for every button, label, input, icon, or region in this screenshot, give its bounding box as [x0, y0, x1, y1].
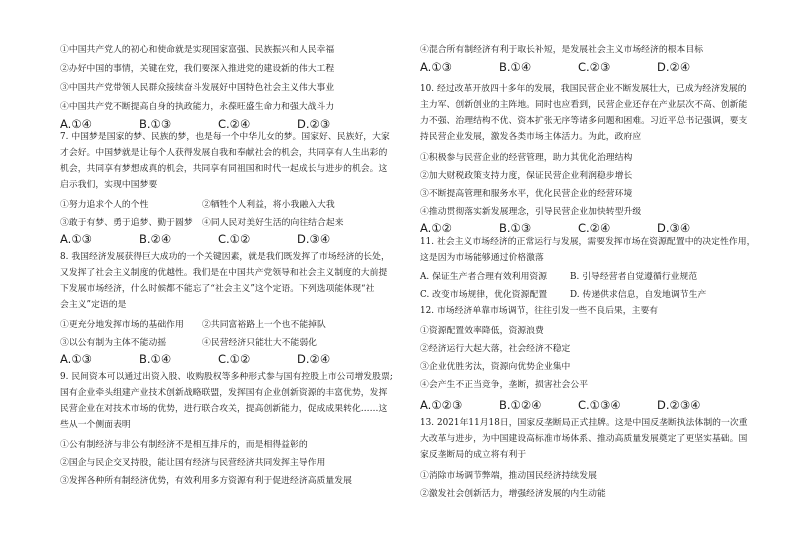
statement-item: ③发挥各种所有制经济优势，有效利用多方资源有利于促进经济高质量发展 [60, 476, 352, 486]
statement-item: ③企业优胜劣汰，资源向优势企业集中 [420, 362, 571, 372]
answer-option: A.①② [420, 221, 452, 235]
answer-option: A.①③ [60, 232, 92, 246]
statement-item: ①消除市场调节弊端，推动国民经济持续发展 [420, 471, 597, 481]
answer-option: A.①③ [420, 60, 452, 74]
statement-item: ②加大财税政策支持力度，保证民营企业利润稳步增长 [420, 171, 633, 181]
left-column [60, 0, 400, 549]
answer-option: C.①② [218, 352, 251, 366]
question-stem: 民营企业在对技术市场的优势，进行联合攻关，提高创新能力，促成成果转化……这 [60, 404, 388, 414]
question-stem: 13. 2021年11月18日，国家反垄断局正式挂牌。这是中国反垄断执法体制的一次重 [420, 418, 748, 428]
answer-option: B.①③ [499, 221, 532, 235]
statement-item: C. 改变市场规律，优化资源配置 [420, 290, 548, 300]
question-stem: 9. 民间资本可以通过出资入股、收购股权等多种形式参与国有控股上市公司增发股票; [60, 372, 393, 382]
statement-item: ②牺牲个人利益，将小我融入大我 [202, 200, 335, 210]
answer-option: D.③④ [657, 221, 691, 235]
statement-item: ①努力追求个人的个性 [60, 200, 149, 210]
answer-option: A.①④ [60, 117, 92, 131]
statement-item: ④会产生不正当竞争，垄断，损害社会公平 [420, 380, 589, 390]
statement-item: ④推动贯彻落实新发展理念，引导民营企业加快转型升级 [420, 207, 642, 217]
question-stem: 又发挥了社会主义制度的优越性。我们是在中国共产党领导和社会主义制度的大前提 [60, 268, 388, 278]
statement-item: ④混合所有制经济有利于取长补短，是发展社会主义市场经济的根本目标 [420, 45, 704, 55]
question-stem: 会主义”定语的是 [60, 300, 127, 310]
answer-option: C.②③ [578, 60, 611, 74]
statement-item: D. 传递供求信息，自发地调节生产 [570, 290, 707, 300]
statement-item: ③敢于有梦、勇于追梦、勤于圆梦 [60, 218, 193, 228]
question-stem: 主力军、创新创业的主阵地。同时也应看到，民营企业还存在产业层次不高、创新能 [420, 100, 748, 110]
answer-option: A.①②③ [420, 398, 463, 412]
answer-option: C.②④ [578, 221, 611, 235]
answer-option: C.①③④ [578, 398, 621, 412]
question-stem: 这是因为市场能够通过价格激落 [420, 253, 544, 263]
question-stem: 7. 中国梦是国家的梦、民族的梦，也是每一个中华儿女的梦。国家好、民族好，大家 [60, 132, 390, 142]
statement-item: ②激发社会创新活力，增强经济发展的内生动能 [420, 489, 606, 499]
answer-option: C.②④ [218, 117, 251, 131]
answer-option: B.①②④ [499, 398, 542, 412]
statement-item: ①资源配置效率降低，资源浪费 [420, 326, 544, 336]
question-stem: 8. 我国经济发展获得巨大成功的一个关键因素，就是我们既发挥了市场经济的长处， [60, 252, 390, 262]
answer-option: D.③④ [297, 232, 331, 246]
question-stem: 12. 市场经济单靠市场调节，往往引发一些不良后果，主要有 [420, 306, 659, 316]
question-stem: 机会，共同享有梦想成真的机会，共同享有同祖国和时代一起成长与进步的机会。这 [60, 164, 388, 174]
answer-option: B.①③ [139, 117, 172, 131]
statement-item: ②共同富裕路上一个也不能掉队 [202, 320, 326, 330]
question-stem: 力不强、治理结构不优、资本扩张无序等诸多问题和困难。习近平总书记强调，要支 [420, 116, 748, 126]
statement-item: ①公有制经济与非公有制经济不是相互排斥的，而是相得益彰的 [60, 440, 308, 450]
answer-option: D.②④ [297, 352, 331, 366]
statement-item: ②经济运行大起大落，社会经济不稳定 [420, 344, 571, 354]
answer-option: B.①④ [499, 60, 532, 74]
answer-option: C.①② [218, 232, 251, 246]
statement-item: B. 引导经营者自觉遵循行业规范 [570, 272, 698, 282]
question-stem: 大改革与进步，为中国建设高标准市场体系、推动高质量发展奠定了更坚实基础。国 [420, 434, 748, 444]
question-stem: 国有企业牵头组建产业技术创新战略联盟，发挥国有企业创新资源的丰富优势，发挥 [60, 388, 388, 398]
statement-item: ④中国共产党不断提高自身的执政能力，永葆旺盛生命力和强大战斗力 [60, 102, 335, 112]
answer-option: D.②③ [297, 117, 331, 131]
answer-option: B.②④ [139, 232, 172, 246]
statement-item: ①中国共产党人的初心和使命就是实现国家富强、民族振兴和人民幸福 [60, 45, 335, 55]
answer-option: D.②④ [657, 60, 691, 74]
question-stem: 下发展市场经济，什么时候都不能忘了“社会主义”这个定语。下列选项能体现“社 [60, 284, 375, 294]
statement-item: ③不断提高管理和服务水平，优化民营企业的经营环境 [420, 189, 633, 199]
question-stem: 10. 经过改革开放四十多年的发展，我国民营企业不断发展壮大，已成为经济发展的 [420, 84, 747, 94]
statement-item: ③以公有制为主体不能动摇 [60, 338, 167, 348]
question-stem: 才会好。中国梦就是让每个人获得发展自我和奉献社会的机会，共同享有人生出彩的 [60, 148, 388, 158]
statement-item: ④民营经济只能壮大不能弱化 [202, 338, 318, 348]
statement-item: A. 保证生产者合理有效利用资源 [420, 272, 548, 282]
statement-item: ②办好中国的事情，关键在党，我们要深入推进党的建设新的伟大工程 [60, 64, 335, 74]
answer-option: D.②③④ [657, 398, 701, 412]
statement-item: ②国企与民企交叉持股，能让国有经济与民营经济共同发挥主导作用 [60, 458, 326, 468]
right-column [420, 0, 760, 549]
question-stem: 11. 社会主义市场经济的正常运行与发展，需要发挥市场在资源配置中的决定性作用， [420, 237, 756, 247]
answer-option: A.①③ [60, 352, 92, 366]
statement-item: ③中国共产党带领人民群众接续奋斗发展好中国特色社会主义伟大事业 [60, 83, 335, 93]
question-stem: 家反垄断局的成立将有利于 [420, 450, 527, 460]
statement-item: ①积极参与民营企业的经营管理，助力其优化治理结构 [420, 153, 633, 163]
statement-item: ①更充分地发挥市场的基础作用 [60, 320, 184, 330]
answer-option: B.①④ [139, 352, 172, 366]
question-stem: 启示我们，实现中国梦要 [60, 180, 158, 190]
statement-item: ④同人民对美好生活的向往结合起来 [202, 218, 344, 228]
question-stem: 些从一个侧面表明 [60, 420, 131, 430]
question-stem: 持民营企业发展，激发各类市场主体活力。为此，政府应 [420, 132, 642, 142]
